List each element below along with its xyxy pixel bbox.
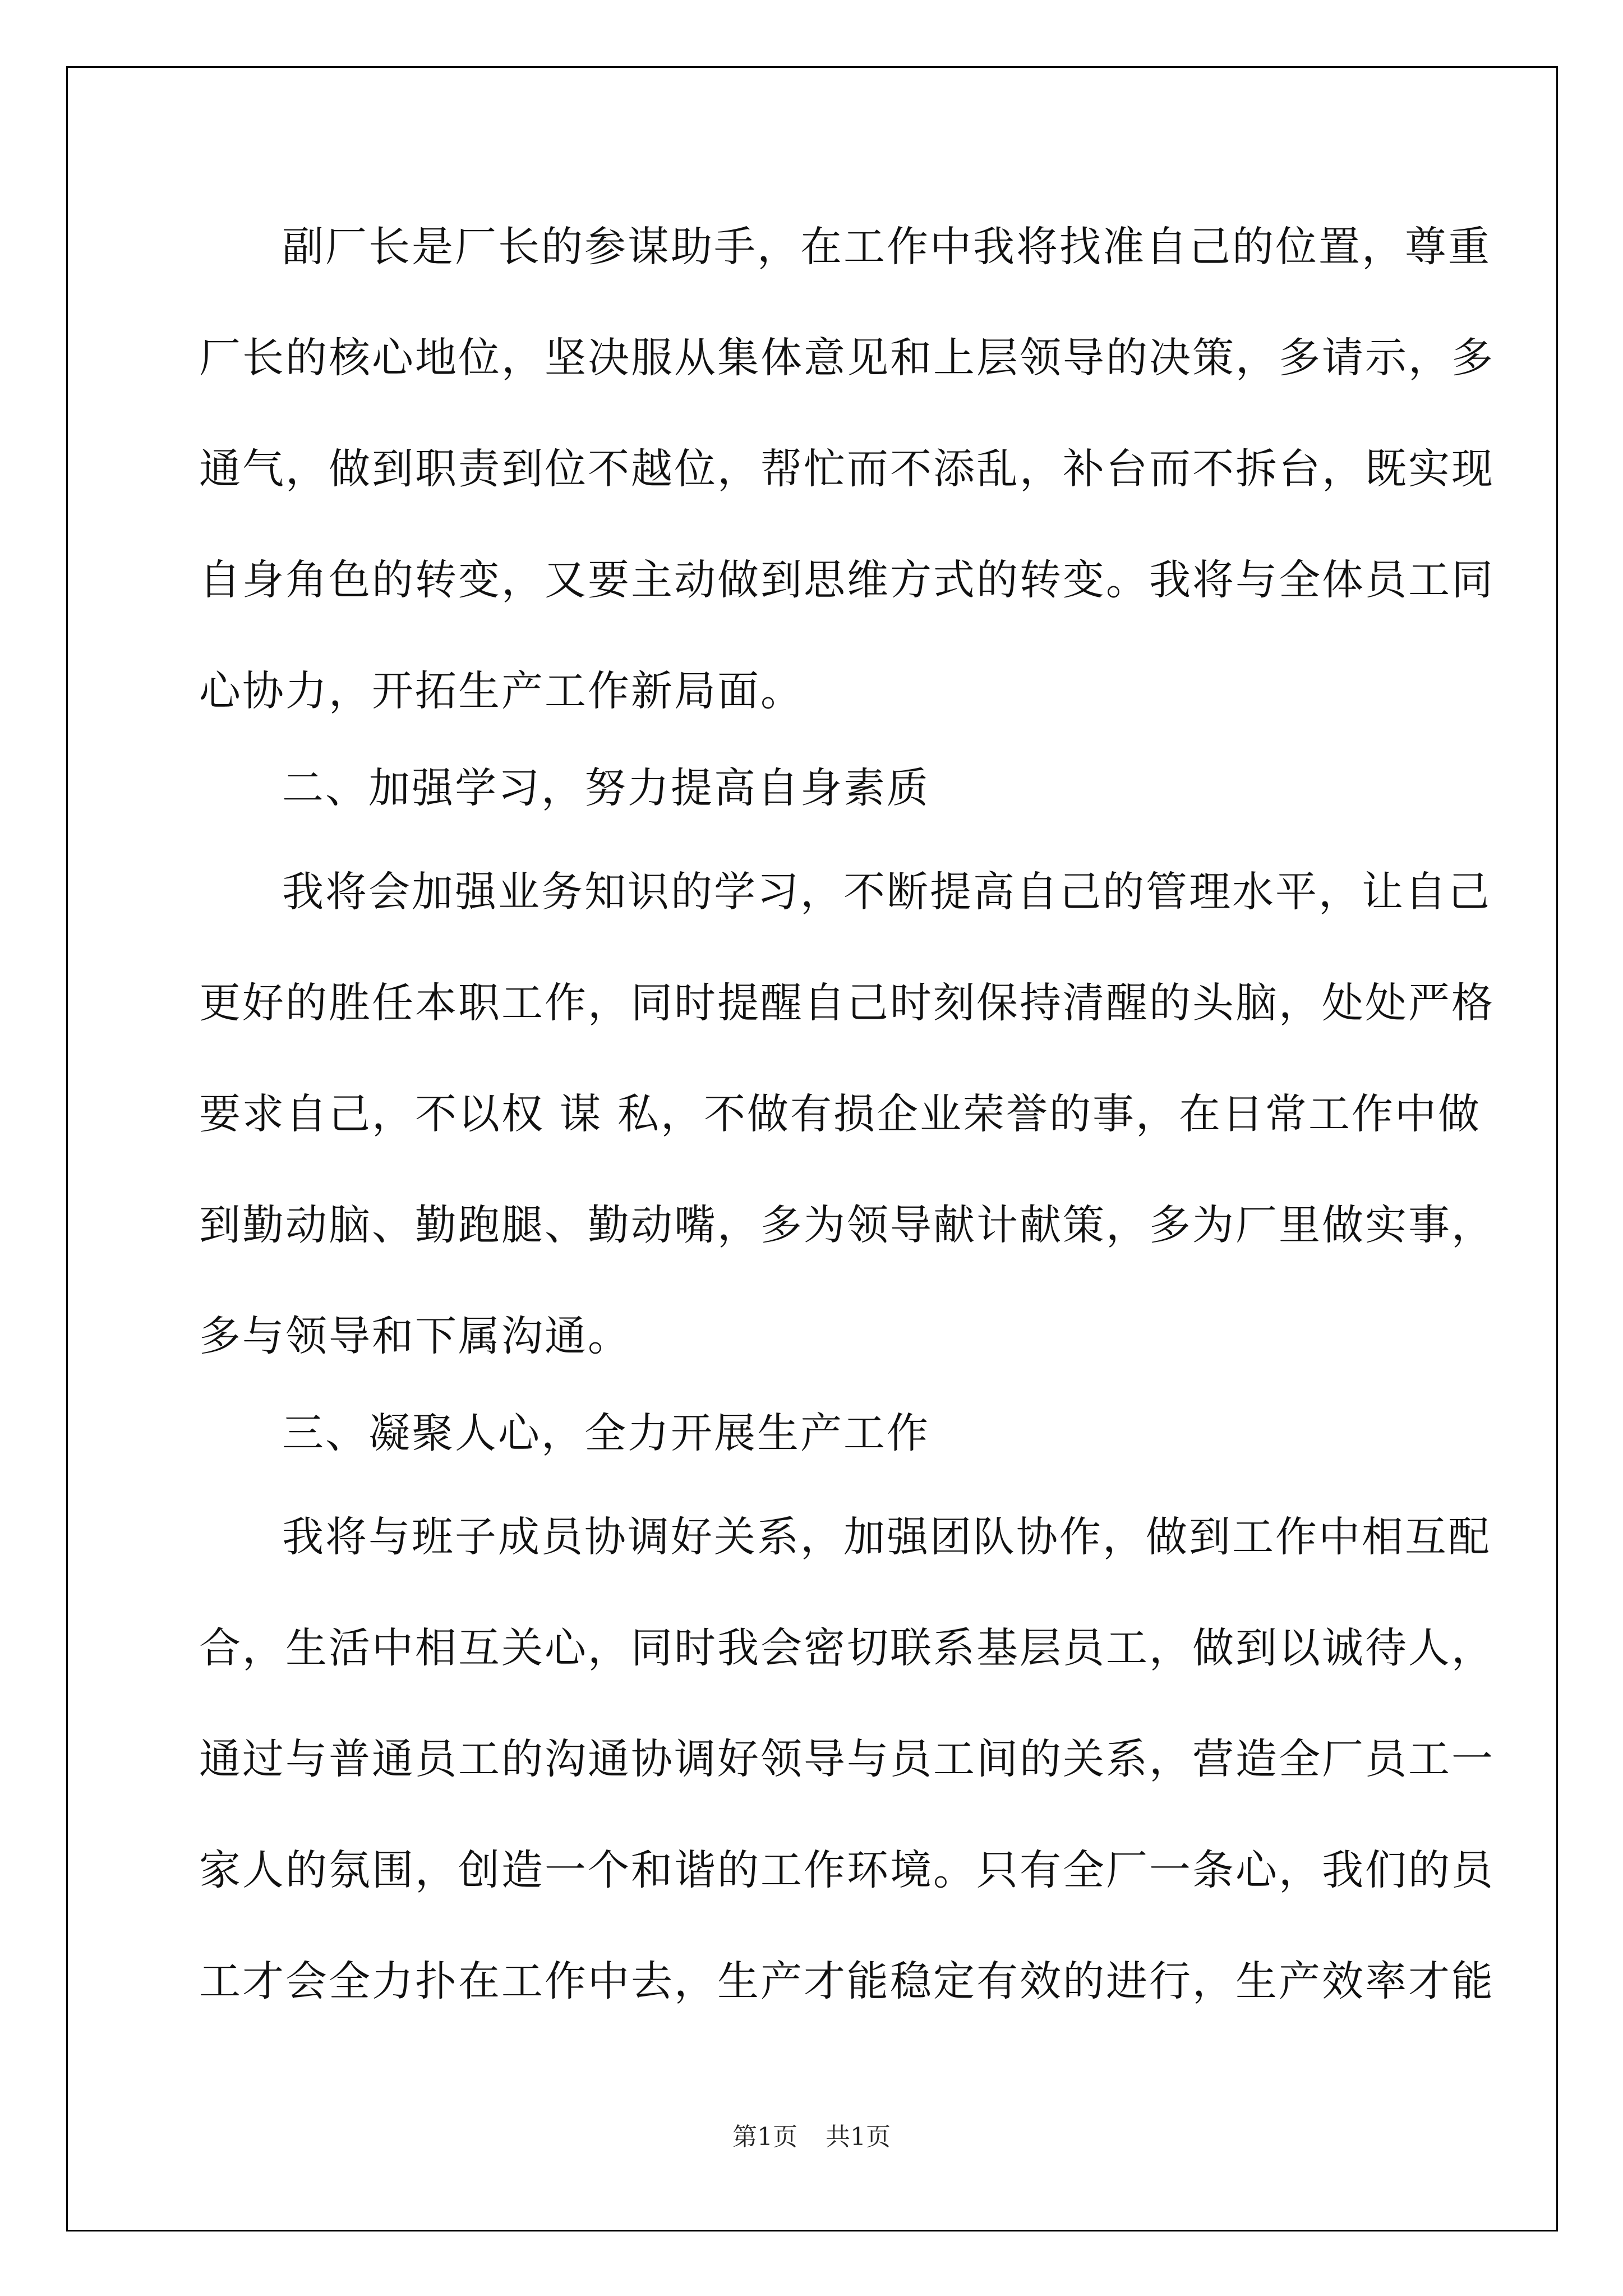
page-total: 共1页 bbox=[826, 2123, 891, 2151]
text-line: 要求自己，不以权 谋 私，不做有损企业荣誉的事，在日常工作中做 bbox=[199, 1090, 1482, 1138]
text-line: 我将与班子成员协调好关系，加强团队协作，做到工作中相互配 bbox=[282, 1513, 1491, 1561]
text-line: 工才会全力扑在工作中去，生产才能稳定有效的进行，生产效率才能 bbox=[199, 1957, 1495, 2005]
section-heading: 三、凝聚人心，全力开展生产工作 bbox=[282, 1409, 930, 1457]
page-footer bbox=[0, 2120, 1623, 2154]
text-line: 合，生活中相互关心，同时我会密切联系基层员工，做到以诚待人， bbox=[199, 1624, 1495, 1672]
text-line: 自身角色的转变，又要主动做到思维方式的转变。我将与全体员工同 bbox=[199, 556, 1495, 604]
text-line: 家人的氛围，创造一个和谐的工作环境。只有全厂一条心，我们的员 bbox=[199, 1846, 1495, 1894]
text-line: 通过与普通员工的沟通协调好领导与员工间的关系，营造全厂员工一 bbox=[199, 1735, 1495, 1783]
text-line: 我将会加强业务知识的学习，不断提高自己的管理水平，让自己 bbox=[282, 868, 1491, 916]
page-border bbox=[66, 66, 1558, 2231]
page-number: 第1页 bbox=[732, 2123, 797, 2151]
text-line: 到勤动脑、勤跑腿、勤动嘴，多为领导献计献策，多为厂里做实事， bbox=[199, 1201, 1495, 1249]
section-heading: 二、加强学习，努力提高自身素质 bbox=[282, 764, 930, 812]
text-line: 通气，做到职责到位不越位，帮忙而不添乱，补台而不拆台，既实现 bbox=[199, 445, 1495, 493]
text-line: 厂长的核心地位，坚决服从集体意见和上层领导的决策，多请示，多 bbox=[199, 334, 1495, 382]
text-line: 心协力，开拓生产工作新局面。 bbox=[199, 667, 804, 715]
text-line: 多与领导和下属沟通。 bbox=[199, 1312, 631, 1360]
text-line: 更好的胜任本职工作，同时提醒自己时刻保持清醒的头脑，处处严格 bbox=[199, 979, 1495, 1027]
text-line: 副厂长是厂长的参谋助手，在工作中我将找准自己的位置，尊重 bbox=[282, 223, 1491, 271]
